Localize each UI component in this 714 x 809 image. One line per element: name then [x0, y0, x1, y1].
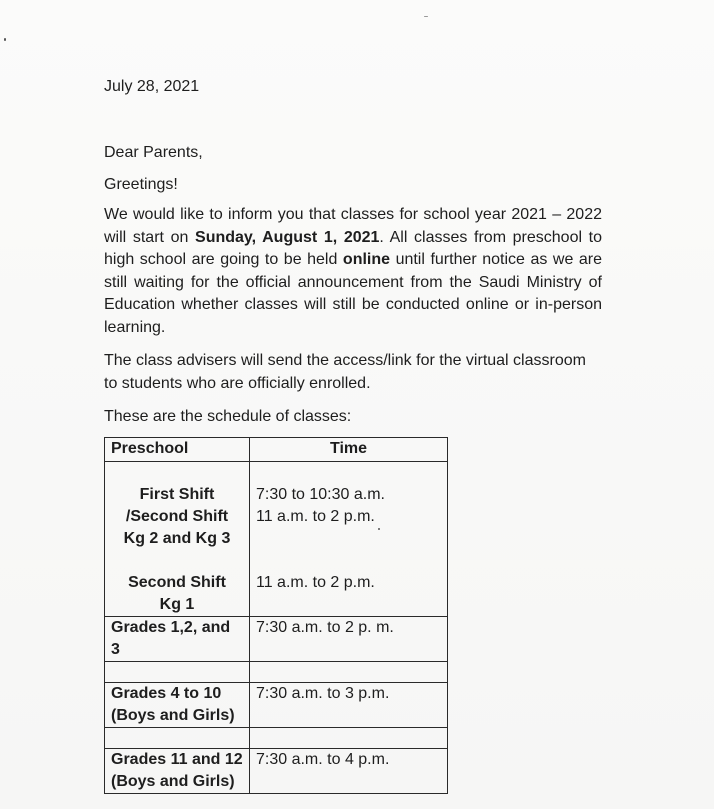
greeting: Greetings! — [104, 176, 178, 193]
start-date-emphasis: Sunday, August 1, 2021 — [195, 228, 380, 246]
announcement-text: We would like to inform you that classes for school year 2021 – 2022 will start on — [104, 206, 602, 246]
letter-date: July 28, 2021 — [104, 78, 200, 95]
class-schedule-table — [104, 437, 448, 794]
group-label: (Boys and Girls) — [111, 707, 235, 724]
column-header-preschool: Preschool — [105, 438, 250, 462]
scan-speck — [4, 38, 6, 41]
table-row — [105, 749, 448, 794]
time-label: 7:30 a.m. to 3 p.m. — [256, 685, 390, 702]
group-label: Kg 1 — [159, 596, 195, 613]
group-label: Grades 1,2, and 3 — [111, 619, 231, 658]
table-spacer-row — [105, 662, 448, 683]
group-label: Grades 11 and 12 — [111, 751, 243, 768]
online-emphasis: online — [342, 251, 391, 268]
group-cell — [105, 749, 250, 794]
advisers-paragraph: The class advisers will send the access/link for the virtual classroom to students who are officially enrolled. — [104, 352, 586, 392]
preschool-groups-cell — [105, 462, 250, 617]
salutation: Dear Parents, — [104, 144, 203, 161]
preschool-times-cell — [250, 462, 448, 617]
announcement-paragraph — [104, 204, 602, 339]
time-cell — [250, 749, 448, 794]
table-row — [105, 617, 448, 662]
schedule-intro: These are the schedule of classes: — [104, 408, 352, 425]
announcement-text: until further notice as we are still waiting for the official announcement from the Saudi Ministry of Education whether classes will still be conducted online or in-person learning. — [104, 251, 603, 336]
time-label: 11 a.m. to 2 p.m. — [256, 574, 375, 591]
table-header-row — [105, 438, 448, 462]
time-label: 7:30 a.m. to 2 p. m. — [256, 619, 394, 636]
group-label: Grades 4 to 10 — [111, 685, 222, 702]
time-label: 7:30 to 10:30 a.m. — [256, 486, 385, 503]
announcement-text: . All classes from preschool to high school are going to be held — [104, 228, 602, 268]
table-row — [105, 683, 448, 728]
table-spacer-row — [105, 728, 448, 749]
time-cell — [250, 617, 448, 662]
time-label: 7:30 a.m. to 4 p.m. — [256, 751, 390, 768]
group-cell — [105, 617, 250, 662]
group-label: Kg 2 and Kg 3 — [123, 530, 231, 547]
group-label: (Boys and Girls) — [111, 773, 235, 790]
column-header-time: Time — [250, 438, 448, 462]
table-row-preschool — [105, 462, 448, 617]
time-cell — [250, 683, 448, 728]
scan-speck — [424, 16, 428, 17]
group-label: First Shift — [139, 486, 215, 503]
time-label: 11 a.m. to 2 p.m. — [256, 508, 375, 525]
group-label: /Second Shift — [125, 508, 229, 525]
group-cell — [105, 683, 250, 728]
group-label: Second Shift — [128, 574, 226, 591]
